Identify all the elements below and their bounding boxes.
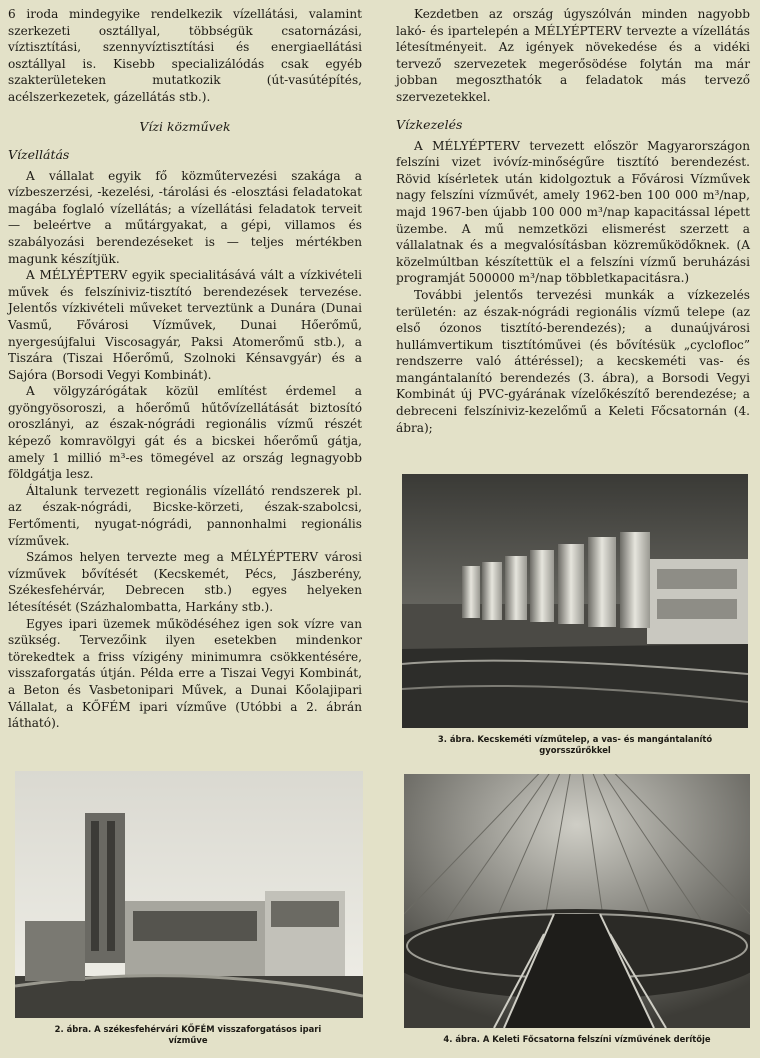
paragraph: Kezdetben az ország úgyszólván minden nagyobb lakó- és ipartelepén a MÉLYÉPTERV tervezte a vízellátás létesítményeit. Az igények növekedése és a vidéki tervező szervezetek megerősödése folytán ma már jobban megoszthatók a feladatok más tervező szervezetekkel. [396,7,750,104]
paragraph: A völgyzárógátak közül említést érdemel a gyöngyösoroszi, a hőerőmű hűtővízellátását biztosító oroszlányi, az észak-nógrádi regionális vízmű részét képező komravölgyi gát és a bicskei hőerőmű gátja, amely 1 millió m³-es tömegével az ország legnagyobb földgátja lesz. [8,384,362,482]
paragraph: Számos helyen tervezte meg a MÉLYÉPTERV városi vízművek bővítését (Kecskemét, Pécs, Jászberény, Székesfehérvár, Debrecen stb.) egyes helyeken létesítését (Százhalombatta, Harkány stb.). [8,550,362,614]
paragraph: A vállalat egyik fő közműtervezési szakága a vízbeszerzési, -kezelési, -tárolási és -elosztási feladatokat magába foglaló vízellátás; a vízellátási feladatok terveit — beleértve a műtárgyakat, a gépi, villamos és szabályozási berendezéseket is — teljes mértékben magunk készítjük. [8,168,362,266]
figure-3-photo [402,474,748,728]
paragraph: Egyes ipari üzemek működéséhez igen sok vízre van szükség. Tervezőink ilyen esetekben mindenkor törekedtek a friss vízigény minimumra csökkentésére, visszaforgatás útján. Példa erre a Tiszai Vegyi Kombinát, a Beton és Vasbetonipari Művek, a Dunai Kőolajipari Vállalat, a KŐFÉM ipari vízműve (Utóbbi a 2. ábrán látható). [8,616,362,731]
paragraph: A MÉLYÉPTERV tervezett először Magyarországon felszíni vizet ivóvíz-minőségűre tisztító berendezést. Rövid kísérletek után kidolgoztuk a Fővárosi Vízművek nagy felszíni vízművét, amely 1962-ben 100 000 m³/nap, majd 1967-ben újabb 100 000 m³/nap kapacitással lépett üzembe. A mű nemzetközi elismerést szerzett a vállalatnak és a megvalósításban közreműködőknek. (A közelmúltban készítettük el a felszíni vízmű beruházási programját 500000 m³/nap többletkapacitásra.) [396,138,750,286]
section-heading: Vízi közművek [139,118,231,134]
figure-2-caption [10,1024,366,1046]
paragraph: A MÉLYÉPTERV egyik specialitásává vált a vízkivételi művek és felszíniviz-tisztító berendezések tervezése. Jelentős vízkivételi műveket terveztünk a Dunára (Dunai Vasmű, Fővárosi Vízművek, Dunai Hőerőmű, nyergesújfalui Viscosagyár, Paksi Atomerőmű stb.), a Tiszára (Tiszai Hőerőmű, Szolnoki Kénsavgyár) és a Sajóra (Borsodi Vegyi Kombinát). [8,268,362,382]
paragraph-intro: 6 iroda mindegyike rendelkezik vízellátási, valamint szerkezeti osztállyal, többségük csatornázási, víztisztítási, szennyvíztisztítási és energiaellátási osztállyal is. Kisebb specializálódás csak egyéb szakterületeken mutatkozik (út-vasútépítés, acélszerkezetek, gázellátás stb.). [8,7,362,104]
figure-4-photo [404,774,750,1028]
figure-2-caption-line-2: vízműve [168,1035,208,1045]
paragraph: További jelentős tervezési munkák a vízkezelés területén: az észak-nógrádi regionális vízmű telepe (az első ózonos tisztító-berendezés); a dunaújvárosi hullámvertikum tisztítóművei (és bővítésük „cyclofloc” rendszerre való áttéréssel); a kecskeméti vas- és mangántalanító berendezés (3. ábra), a Borsodi Vegyi Kombinát új PVC-gyárának vízelőkészítő berendezése; a debreceni felszíniviz-kezelőmű a Keleti Főcsatornán (4. ábra); [396,287,750,435]
subheading-vizkezeles: Vízkezelés [396,116,463,132]
figure-4-caption [402,1034,752,1045]
figure-2-caption-line-1: 2. ábra. A székesfehérvári KŐFÉM visszaforgatásos ipari [54,1024,322,1034]
figure-2-photo [15,771,363,1018]
subheading-vizellatas: Vízellátás [8,146,70,162]
figure-3-caption [402,734,748,756]
left-column [8,6,362,732]
right-column [396,6,750,436]
figure-3-caption-line-2: gyorsszűrőkkel [539,745,611,755]
paragraph: Általunk tervezett regionális vízellátó rendszerek pl. az észak-nógrádi, Bicske-körzeti, észak-szabolcsi, Fertőmenti, nyugat-nógrádi, pannonhalmi regionális vízművek. [8,483,362,548]
figure-3-caption-line-1: 3. ábra. Kecskeméti vízműtelep, a vas- és mangántalanító [437,734,713,744]
figure-4-caption-line-1: 4. ábra. A Keleti Főcsatorna felszíni vízművének derítője [443,1034,711,1044]
